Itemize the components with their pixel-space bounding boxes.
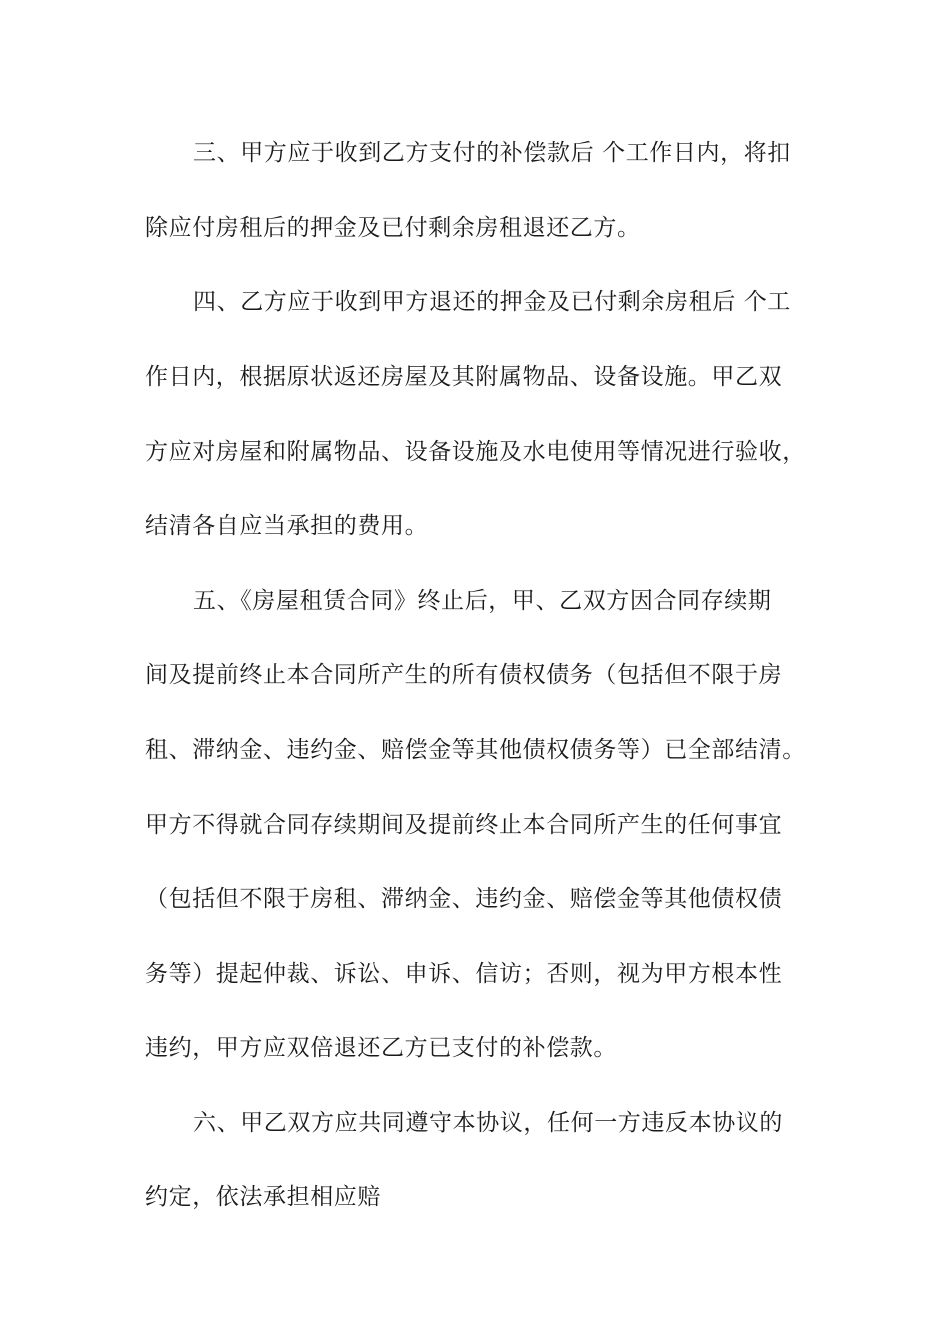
paragraph-5-line-7: 违约，甲方应双倍退还乙方已支付的补偿款。: [145, 1035, 617, 1061]
paragraph-5-line-6: 务等）提起仲裁、诉讼、申诉、信访；否则，视为甲方根本性: [145, 961, 783, 987]
paragraph-6-line-1: 六、甲乙双方应共同遵守本协议，任何一方违反本协议的: [193, 1110, 783, 1136]
paragraph-5-line-1: 五、《房屋租赁合同》终止后，甲、乙双方因合同存续期: [193, 588, 772, 614]
paragraph-5-line-5: （包括但不限于房租、滞纳金、违约金、赔偿金等其他债权债: [145, 886, 783, 912]
paragraph-5-line-3: 租、滞纳金、违约金、赔偿金等其他债权债务等）已全部结清。: [145, 737, 806, 763]
paragraph-4-line-3: 方应对房屋和附属物品、设备设施及水电使用等情况进行验收，: [145, 439, 806, 465]
paragraph-5-line-2: 间及提前终止本合同所产生的所有债权债务（包括但不限于房: [145, 662, 783, 688]
paragraph-3-line-2: 除应付房租后的押金及已付剩余房租退还乙方。: [145, 215, 641, 241]
paragraph-6-line-2: 约定，依法承担相应赔: [145, 1184, 381, 1210]
paragraph-3-line-1: 三、甲方应于收到乙方支付的补偿款后 个工作日内，将扣: [193, 140, 791, 166]
paragraph-4-line-4: 结清各自应当承担的费用。: [145, 513, 429, 539]
paragraph-4-line-2: 作日内，根据原状返还房屋及其附属物品、设备设施。甲乙双: [145, 364, 783, 390]
paragraph-5-line-4: 甲方不得就合同存续期间及提前终止本合同所产生的任何事宜: [145, 812, 783, 838]
paragraph-4-line-1: 四、乙方应于收到甲方退还的押金及已付剩余房租后 个工: [193, 289, 791, 315]
